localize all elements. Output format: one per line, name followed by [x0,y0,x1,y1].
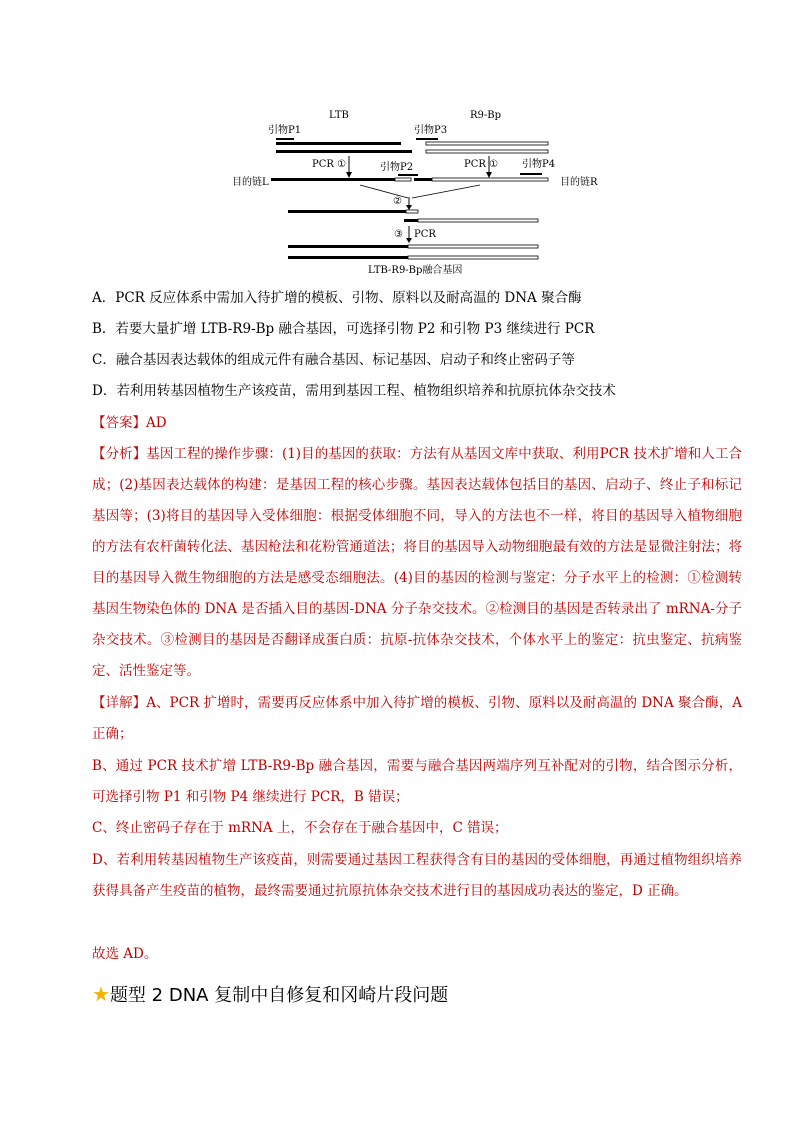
detail-a-paragraph [92,688,742,750]
step2-label: ② [393,196,402,207]
option-a: A．PCR 反应体系中需加入待扩增的模板、引物、原料以及耐高温的 DNA 聚合酶 [92,290,582,306]
target-chain-l [271,178,411,181]
ltb-strand-top [276,142,401,145]
fusion-strand-top-black [288,245,408,248]
option-d: D．若利用转基因植物生产该疫苗，需用到基因工程、植物组织培养和抗原抗体杂交技术 [92,383,616,399]
converge-right [412,185,480,198]
primer-p3-label: 引物P3 [414,125,448,136]
ltb-label: LTB [329,110,349,121]
option-b: B．若要大量扩增 LTB-R9-Bp 融合基因，可选择引物 P2 和引物 P3 继续进行 PCR [92,321,595,337]
analysis-text: 基因工程的操作步骤：(1)目的基因的获取：方法有从基因文库中获取、利用PCR 技术扩增和人工合成；(2)基因表达载体的构建：是基因工程的核心步骤。基因表达载体包括目的基因、启动子、终止子和标记基因等；(3)将目的基因导入受体细胞：根据受体细胞不同，导入的方法也不一样，将目的基因导入植物细胞的方法有农杆菌转化法、基因枪法和花粉管通道法；将目的基因导入动物细胞最有效的方法是显微注射法；将目的基因导入微生物细胞的方法是感受态细胞法。(4)目的基因的检测与鉴定：分子水平上的检测：①检测转基因生物染色体的 DNA 是否插入目的基因-DNA 分子杂交技术。②检测目的基因是否转录出了 mRNA-分子杂交技术。③检测目的基因是否翻译成蛋白质：抗原-抗体杂交技术，个体水平上的鉴定：抗虫鉴定、抗病鉴定、活性鉴定等。 [92,446,743,679]
pcr1-right-label: PCR ① [464,159,499,170]
target-chain-l-tail [395,178,411,181]
pcr-fusion-diagram [0,0,794,290]
detail-c: C、终止密码子存在于 mRNA 上，不会存在于融合基因中，C 错误； [92,820,508,836]
step2-strand-top [288,210,406,213]
pcr3-label: PCR [414,229,436,240]
target-chain-r [432,178,548,181]
target-chain-l-label: 目的链L [232,177,269,188]
analysis-paragraph [92,439,742,687]
primer-p2-label: 引物P2 [380,162,414,173]
analysis-label: 【分析】 [92,446,147,462]
primer-p1-label: 引物P1 [268,125,302,136]
primer-p4-label: 引物P4 [522,159,556,170]
fusion-gene-label: LTB-R9-Bp融合基因 [368,265,463,276]
answer: 【答案】AD [92,415,167,431]
step2-arrowhead [406,205,412,210]
r9bp-strand-top [426,142,548,145]
fusion-strand-bottom-white [408,256,538,259]
step2-strand-bottom [418,219,538,222]
step3-label: ③ [394,229,403,240]
fusion-strand-top-white [408,245,538,248]
primer-p1 [276,138,294,140]
conclusion: 故选 AD。 [92,946,158,962]
option-c: C．融合基因表达载体的组成元件有融合基因、标记基因、启动子和终止密码子等 [92,352,575,368]
r9bp-strand-bottom [426,150,548,153]
step2-strand-top-tail [406,210,418,213]
primer-p4 [520,173,542,175]
target-chain-r-label: 目的链R [560,177,598,188]
section-title: 题型 2 DNA 复制中自修复和冈崎片段问题 [109,985,449,1006]
pcr1-right-arrowhead [486,172,492,178]
step3-arrowhead [406,238,412,243]
fusion-strand-bottom-black [288,256,408,259]
detail-label: 【详解】 [92,695,147,711]
step2-strand-bottom-head [404,219,418,222]
detail-b: B、通过 PCR 技术扩增 LTB-R9-Bp 融合基因，需要与融合基因两端序列互补配对的引物，结合图示分析，可选择引物 P1 和引物 P4 继续进行 PCR，B 错误； [92,758,742,805]
star-icon: ★ [92,982,110,1006]
target-chain-r-head [414,178,432,181]
r9bp-label: R9-Bp [470,110,502,121]
pcr1-left-label: PCR ① [312,159,347,170]
pcr1-left-arrowhead [346,172,352,178]
detail-a: A、PCR 扩增时，需要再反应体系中加入待扩增的模板、引物、原料以及耐高温的 DNA 聚合酶，A 正确； [92,695,743,742]
ltb-strand-bottom [276,150,412,153]
primer-p2 [398,174,418,176]
section-heading [92,977,448,1013]
primer-p3 [416,138,438,140]
detail-d: D、若利用转基因植物生产该疫苗，则需要通过基因工程获得含有目的基因的受体细胞，再通过植物组织培养获得具备产生疫苗的植物，最终需要通过抗原抗体杂交技术进行目的基因成功表达的鉴定，D 正确。 [92,852,742,899]
